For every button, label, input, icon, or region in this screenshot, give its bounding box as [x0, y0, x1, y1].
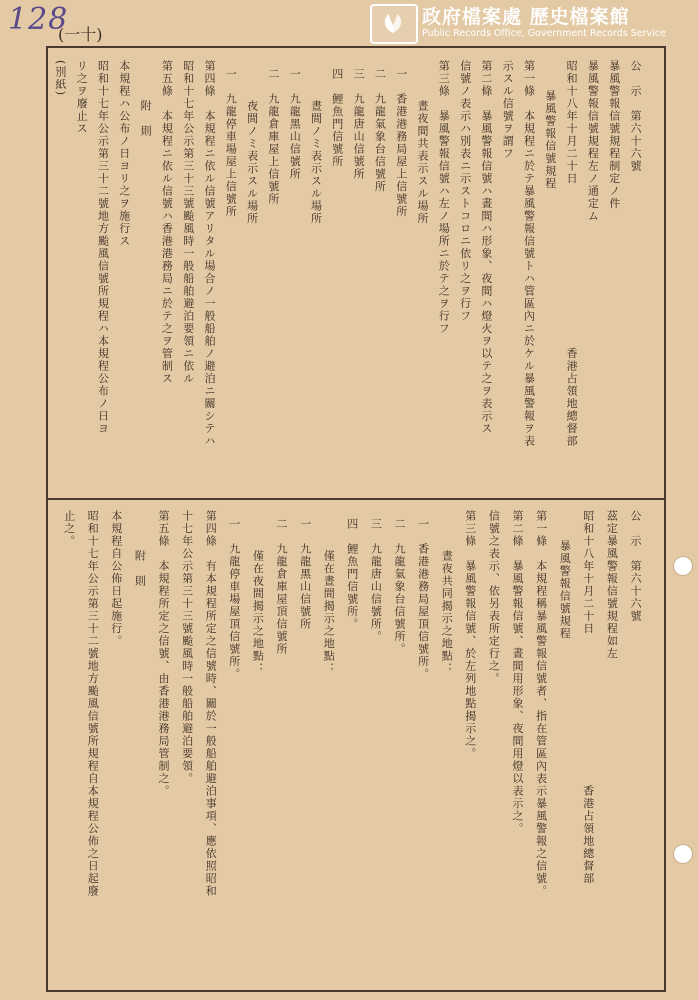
text-column: 暴風警報信號規程	[558, 540, 572, 640]
text-column: 僅在晝間揭示之地點：	[322, 550, 336, 675]
text-column: 一 九龍黑山信號所	[298, 518, 312, 631]
text-column: 晝夜間共表示スル場所	[416, 100, 429, 225]
text-column: 二 九龍倉庫屋上信號所	[266, 68, 280, 206]
text-column: 暴風警報信號規程	[543, 90, 557, 190]
text-column: 第五條 本規程所定之信號、由香港港務局管制之。	[157, 510, 170, 798]
text-column: 一 香港港務局屋上信號所	[394, 68, 408, 218]
text-column: 附 則	[139, 100, 153, 138]
text-column: 第五條 本規程ニ依ル信號ハ香港港務局ニ於テ之ヲ管制ス	[160, 60, 174, 385]
text-column: 本規程ハ公布ノ日ヨリ之ヲ施行ス	[117, 60, 131, 248]
text-column: 止之。	[62, 510, 76, 548]
text-column: 第二條 暴風警報信號、晝間用形象、夜間用燈以表示之。	[511, 510, 524, 835]
text-column: 公 示 第六十六號	[629, 510, 642, 623]
text-column: 二 九龍氣象台信號所	[373, 68, 387, 193]
text-column: 昭和十七年公示第三十三號颱風時一般船舶避泊要領ニ依ル	[181, 60, 195, 385]
text-column: 公 示 第六十六號	[629, 60, 642, 173]
text-column: 一 香港港務局屋頂信號所。	[416, 518, 430, 681]
section-divider	[46, 498, 666, 500]
text-column: 二 九龍氣象台信號所。	[393, 518, 406, 656]
text-column: 四 鯉魚門信號所。	[345, 518, 359, 631]
printed-page-number: (一十)	[58, 25, 103, 44]
text-column: 第一條 本規程ニ於テ暴風警報信號トハ管區內ニ於ケル暴風警報ヲ表	[522, 60, 536, 448]
text-column: 二 九龍倉庫屋頂信號所	[275, 518, 288, 656]
text-column: 一 九龍黑山信號所	[288, 68, 302, 181]
text-column: 昭和十八年十月二十日 香港占領地總督部	[581, 510, 595, 885]
text-column: 一 九龍停車場屋頂信號所。	[227, 518, 241, 681]
text-column: 晝間ノミ表示スル場所	[309, 100, 323, 225]
text-column: 信號ノ表示ハ別表ニ示ストコロニ依リ之ヲ行フ	[458, 60, 472, 323]
text-column: 昭和十七年公示第三十二號地方颱風信號所規程ハ本規程公布ノ日ヨ	[96, 60, 110, 435]
watermark-title: 政府檔案處 歷史檔案館	[422, 6, 630, 28]
text-column: リ之ヲ廢止ス	[75, 60, 89, 135]
text-column: 三 九龍唐山信號所	[352, 68, 366, 181]
binding-hole	[673, 556, 693, 576]
text-column: 第三條 暴風警報信號、於左列地點揭示之。	[463, 510, 477, 760]
text-column: 本規程自公佈日起施行。	[109, 510, 123, 648]
bauhinia-icon	[380, 11, 406, 35]
archive-logo-icon	[370, 4, 418, 44]
text-column: (別紙)	[53, 60, 67, 97]
text-column: 附 則	[133, 550, 147, 588]
text-column: 第一條 本規程稱暴風警報信號者、指在管區內表示暴風警報之信號。	[534, 510, 548, 898]
text-column: 三 九龍唐山信號所。	[369, 518, 383, 643]
text-column: 夜間ノミ表示スル場所	[245, 100, 259, 225]
text-column: 第三條 暴風警報信號ハ左ノ場所ニ於テ之ヲ行フ	[437, 60, 451, 335]
text-column: 晝夜共同揭示之地點：	[440, 550, 454, 675]
text-column: 一 九龍停車場屋上信號所	[224, 68, 238, 218]
text-column: 示スル信號ヲ謂フ	[501, 60, 515, 160]
text-column: 茲定暴風警報信號規程如左	[605, 510, 619, 660]
text-column: 信號之表示、依另表所定行之。	[487, 510, 501, 685]
binding-hole	[673, 844, 693, 864]
text-column: 昭和十七年公示第三十二號地方颱風信號所規程自本規程公佈之日起廢	[86, 510, 100, 898]
text-column: 十七年公示第三十三號颱風時一般船舶避泊要領。	[180, 510, 194, 785]
text-column: 昭和十八年十月二十日 香港占領地總督部	[565, 60, 579, 448]
text-column: 暴風警報信號規程左ノ通定ム	[586, 60, 600, 223]
archive-watermark	[370, 2, 692, 44]
text-column: 僅在夜間揭示之地點：	[251, 550, 265, 675]
watermark-subtitle: Public Records Office, Government Records Service	[422, 28, 666, 39]
text-column: 暴風警報信號規程制定ノ件	[607, 60, 621, 210]
text-column: 四 鯉魚門信號所	[330, 68, 344, 168]
text-column: 第二條 暴風警報信號ハ晝間ハ形象、夜間ハ燈火ヲ以テ之ヲ表示ス	[479, 60, 493, 435]
handwritten-page-number: 128	[8, 2, 69, 37]
text-column: 第四條 本規程ニ依ル信號アリタル場合ノ一般船舶ノ避泊ニ關シテハ	[203, 60, 216, 448]
text-column: 第四條 有本規程所定之信號時、關於一般船舶避泊事項、應依照昭和	[204, 510, 218, 898]
